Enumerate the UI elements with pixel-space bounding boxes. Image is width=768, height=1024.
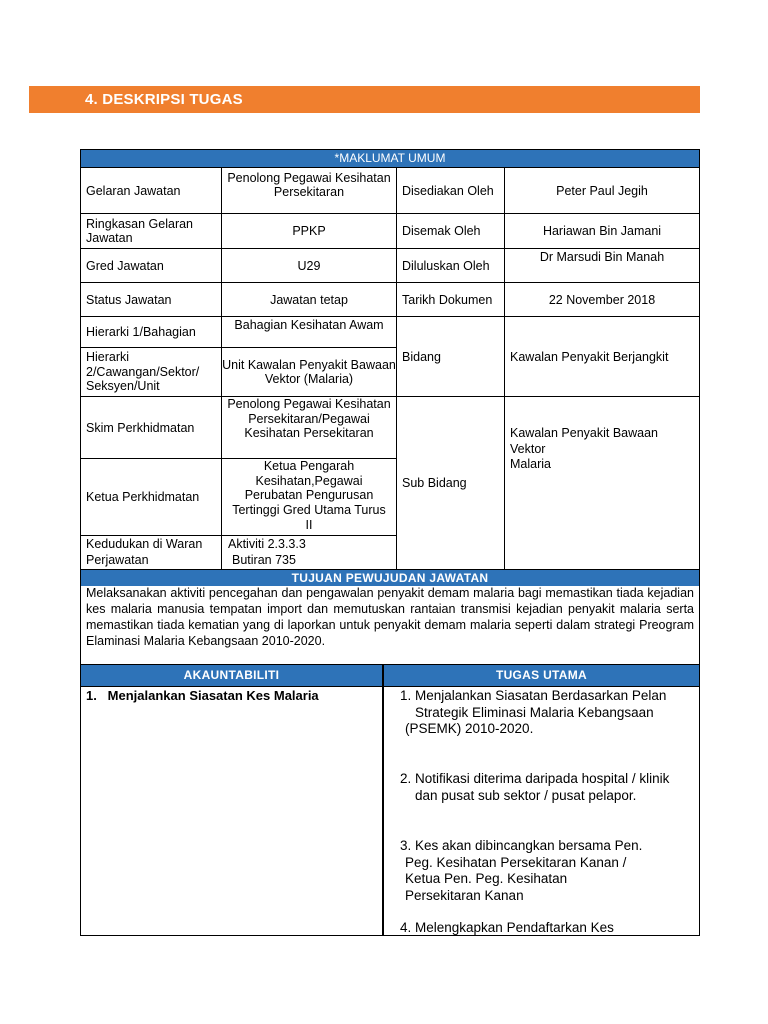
- accountability-item-1: 1. Menjalankan Siasatan Kes Malaria: [86, 688, 319, 703]
- hierarki2-label: Hierarki 2/Cawangan/Sektor/ Seksyen/Unit: [86, 350, 200, 393]
- kedudukan-label: Kedudukan di Waran Perjawatan: [86, 537, 203, 567]
- gred-value: U29: [297, 258, 321, 273]
- tarikh-label: Tarikh Dokumen: [402, 292, 493, 307]
- diluluskan-label: Diluluskan Oleh: [402, 258, 490, 273]
- section-title: DESKRIPSI TUGAS: [102, 91, 243, 108]
- kedudukan-value-1: Aktiviti 2.3.3.3: [228, 537, 306, 551]
- ringkasan-value: PPKP: [292, 224, 326, 238]
- duty-item-2: 2. Notifikasi diterima daripada hospital / klinik dan pusat sub sektor / pusat pelapor.: [400, 771, 670, 803]
- disemak-label: Disemak Oleh: [402, 224, 481, 238]
- skim-value: Penolong Pegawai Kesihatan Persekitaran/Pegawai Kesihatan Persekitaran: [227, 397, 391, 441]
- tarikh-value: 22 November 2018: [548, 292, 656, 307]
- purpose-text: Melaksanakan aktiviti pencegahan dan pengawalan penyakit demam malaria bagi memastikan tiada kejadian kes malaria manusia tempatan import dan memutuskan rantaian transmisi kejadian penyakit malaria serta memastikan tiada kematian yang di laporkan untuk penyakit demam malaria seperti dalam strategi Preogram Elaminasi Malaria Kebangsaan 2010-2020.: [86, 586, 694, 648]
- bidang-label: Bidang: [402, 349, 441, 364]
- general-info-header: *MAKLUMAT UMUM: [81, 150, 699, 167]
- duty-item-1: 1. Menjalankan Siasatan Berdasarkan Pelan Strategik Eliminasi Malaria Kebangsaan (PSEMK) 2010-2020.: [400, 688, 667, 736]
- disediakan-value: Peter Paul Jegih: [556, 183, 648, 198]
- subbidang-value-1: Kawalan Penyakit Bawaan Vektor: [510, 426, 659, 456]
- hierarki2-value: Unit Kawalan Penyakit Bawaan Vektor (Malaria): [222, 358, 396, 386]
- section-number: 4.: [85, 91, 98, 108]
- bidang-value: Kawalan Penyakit Berjangkit: [510, 349, 669, 364]
- section-title-bar: [29, 86, 700, 113]
- ketua-label: Ketua Perkhidmatan: [86, 490, 200, 504]
- subbidang-label: Sub Bidang: [402, 476, 467, 490]
- kedudukan-value: [228, 537, 396, 569]
- diluluskan-value: Dr Marsudi Bin Manah: [539, 250, 665, 264]
- purpose-header: TUJUAN PEWUJUDAN JAWATAN: [81, 570, 699, 586]
- duty-item-4: 4. Melengkapkan Pendaftarkan Kes: [400, 920, 614, 935]
- ketua-value: Ketua Pengarah Kesihatan,Pegawai Perubatan Pengurusan Tertinggi Gred Utama Turus II: [232, 459, 386, 532]
- gelaran-value: Penolong Pegawai Kesihatan Persekitaran: [227, 170, 391, 199]
- main-duties-header: TUGAS UTAMA: [384, 665, 699, 686]
- subbidang-value-2: Malaria: [510, 457, 551, 471]
- disemak-value: Hariawan Bin Jamani: [542, 224, 662, 238]
- skim-label: Skim Perkhidmatan: [86, 420, 195, 435]
- kedudukan-value-2: Butiran 735: [232, 552, 296, 567]
- ringkasan-label: Ringkasan Gelaran Jawatan: [86, 217, 194, 245]
- duty-item-3: 3. Kes akan dibincangkan bersama Pen. Peg. Kesihatan Persekitaran Kanan / Ketua Pen. Peg. Kesihatan Persekitaran Kanan: [400, 838, 643, 903]
- hierarki1-value: Bahagian Kesihatan Awam: [234, 318, 384, 332]
- status-label: Status Jawatan: [86, 292, 172, 307]
- disediakan-label: Disediakan Oleh: [402, 183, 494, 198]
- subbidang-value: [510, 426, 699, 486]
- status-value: Jawatan tetap: [270, 292, 348, 307]
- gelaran-label: Gelaran Jawatan: [86, 183, 181, 198]
- accountability-header: AKAUNTABILITI: [81, 665, 382, 686]
- gred-label: Gred Jawatan: [86, 258, 164, 273]
- hierarki1-label: Hierarki 1/Bahagian: [86, 325, 196, 339]
